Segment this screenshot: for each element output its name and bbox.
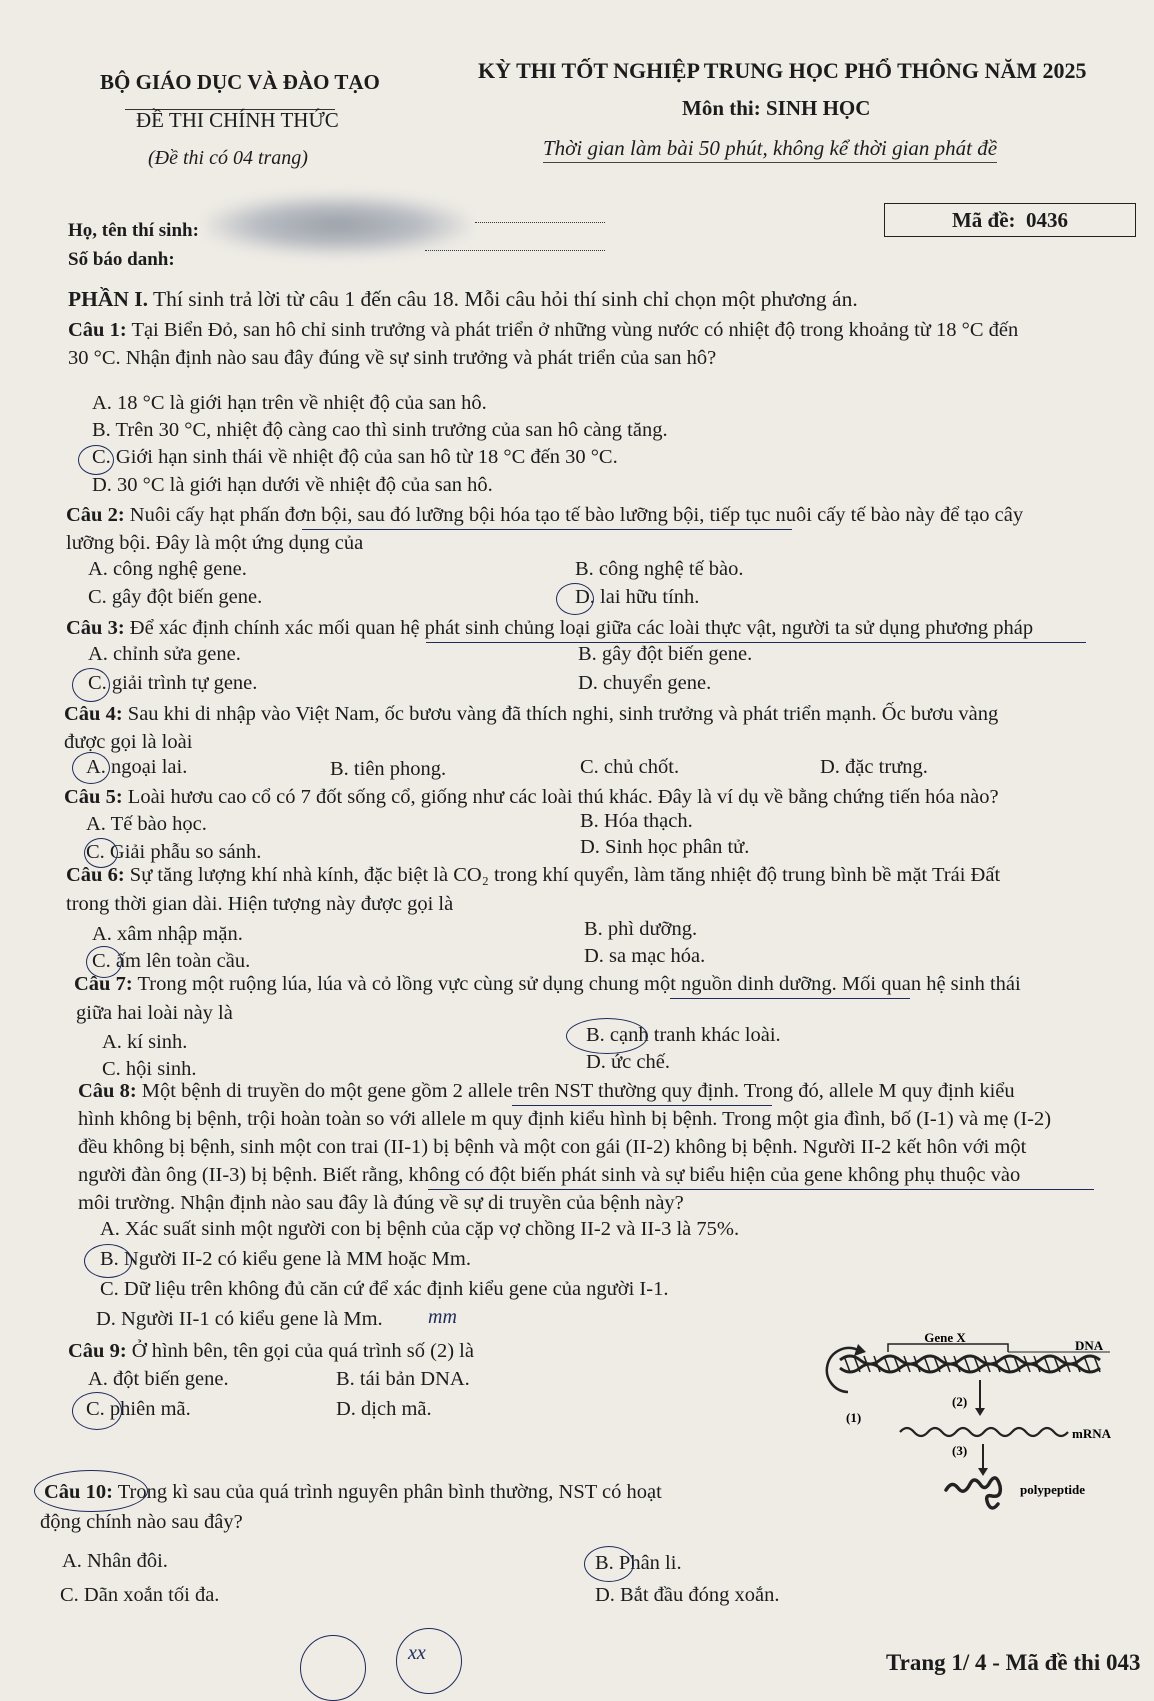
- step-2-label: (2): [952, 1394, 968, 1409]
- pen-mark: xx: [408, 1642, 426, 1664]
- underline-mark: [670, 980, 910, 999]
- option-b: B. Hóa thạch.: [580, 810, 693, 832]
- question-text-line: môi trường. Nhận định nào sau đây là đúng về sự di truyền của bệnh này?: [78, 1192, 684, 1214]
- option-b: B. công nghệ tế bào.: [575, 558, 744, 580]
- question-text: Một bệnh di truyền do một gene gồm 2 allele trên NST thường quy định. Trong đó, allele M quy định kiểu: [141, 1080, 1015, 1102]
- option-c: C. giải trình tự gene.: [88, 672, 258, 694]
- option-b: B. Phân li.: [595, 1552, 682, 1574]
- question-text-line: người đàn ông (II-3) bị bệnh. Biết rằng, không có đột biến phát sinh và sự biểu hiện của gene không phụ thuộc vào: [78, 1164, 1021, 1186]
- underline-mark: [302, 511, 792, 530]
- question-text-line: hình không bị bệnh, trội hoàn toàn so với allele m quy định kiểu hình bị bệnh. Trong một gia đình, bố (I-1) và mẹ (I-2): [78, 1108, 1052, 1130]
- answer-circle-q5: [84, 838, 118, 868]
- answer-circle-q10: [584, 1546, 634, 1582]
- question-label: Câu 4:: [64, 703, 123, 725]
- option-d: D. sa mạc hóa.: [584, 945, 706, 967]
- answer-circle-q6: [86, 946, 122, 978]
- option-d: D. Sinh học phân tử.: [580, 836, 750, 858]
- question-text: Sau khi di nhập vào Việt Nam, ốc bươu vàng đã thích nghi, sinh trưởng và phát triển mạnh. Ốc bươu vàng: [127, 703, 999, 725]
- option-d: D. ức chế.: [586, 1051, 670, 1073]
- option-b: B. Trên 30 °C, nhiệt độ càng cao thì sinh trưởng của san hô càng tăng.: [92, 419, 668, 441]
- option-d: D. Người II-1 có kiểu gene là Mm.: [96, 1308, 383, 1330]
- pen-circle-2: [396, 1628, 462, 1694]
- option-a: A. chỉnh sửa gene.: [88, 643, 241, 665]
- time-note: Thời gian làm bài 50 phút, không kể thời gian phát đề: [543, 136, 997, 163]
- underline-mark: [512, 1087, 772, 1106]
- exam-code-box: [884, 203, 1136, 237]
- option-c: C. Dãn xoắn tối đa.: [60, 1584, 220, 1606]
- ministry-name: BỘ GIÁO DỤC VÀ ĐÀO TẠO: [100, 70, 380, 94]
- question-text-line: 30 °C. Nhận định nào sau đây đúng về sự sinh trưởng và phát triển của san hô?: [68, 347, 717, 369]
- dna-double-helix: [840, 1355, 1105, 1373]
- section-1-instruction: [68, 287, 858, 312]
- question-text: Để xác định chính xác mối quan hệ phát sinh chủng loại giữa các loài thực vật, người ta sử dụng phương pháp: [129, 617, 1034, 639]
- question-1: [68, 316, 1018, 344]
- candidate-id-label: Số báo danh:: [68, 249, 175, 270]
- question-label: Câu 7:: [74, 973, 133, 995]
- mrna-strand: [900, 1428, 1068, 1436]
- question-label: Câu 10:: [44, 1481, 113, 1503]
- question-label: Câu 9:: [68, 1340, 127, 1362]
- question-text-line: trong thời gian dài. Hiện tượng này được gọi là: [66, 893, 454, 915]
- question-9: [68, 1337, 474, 1365]
- question-text: Tại Biển Đỏ, san hô chỉ sinh trưởng và phát triển ở những vùng nước có nhiệt độ trong khoảng từ 18 °C đến: [131, 319, 1019, 341]
- option-a: A. ngoại lai.: [86, 756, 188, 778]
- question-6: [66, 861, 1000, 889]
- polypeptide-chain: [946, 1478, 1000, 1508]
- answer-circle-q3: [72, 668, 110, 702]
- question-text: Sự tăng lượng khí nhà kính, đặc biệt là CO₂ trong khí quyển, làm tăng nhiệt độ trung bình bề mặt Trái Đất: [129, 864, 1001, 886]
- answer-circle-q7: [566, 1018, 648, 1054]
- question-label: Câu 8:: [78, 1080, 137, 1102]
- handwritten-scribble: mm: [428, 1306, 457, 1328]
- option-d: D. lai hữu tính.: [575, 586, 700, 608]
- step-3-label: (3): [952, 1443, 968, 1458]
- dna-label: DNA: [1075, 1338, 1104, 1353]
- option-c: C. phiên mã.: [86, 1398, 191, 1420]
- option-a: A. Nhân đôi.: [62, 1550, 168, 1572]
- answer-circle-q4: [72, 752, 110, 784]
- question-label: Câu 2:: [66, 504, 125, 526]
- official-label: ĐỀ THI CHÍNH THỨC: [136, 108, 339, 132]
- question-10-circle: [34, 1470, 148, 1512]
- pen-circle-1: [300, 1635, 366, 1701]
- gene-expression-diagram: [820, 1330, 1130, 1530]
- option-c: C. gây đột biến gene.: [88, 586, 263, 608]
- option-d: D. dịch mã.: [336, 1398, 432, 1420]
- question-text: Ở hình bên, tên gọi của quá trình số (2) là: [131, 1340, 474, 1362]
- question-5: [64, 783, 999, 811]
- option-c: C. Dữ liệu trên không đủ căn cứ để xác định kiểu gene của người I-1.: [100, 1278, 669, 1300]
- answer-circle-q8: [84, 1244, 132, 1278]
- option-b: B. Người II-2 có kiểu gene là MM hoặc Mm.: [100, 1248, 471, 1270]
- question-text: Nuôi cấy hạt phấn đơn bội, sau đó lưỡng bội hóa tạo tế bào lưỡng bội, tiếp tục nuôi cấy tế bào này để tạo cây: [129, 504, 1024, 526]
- exam-title: KỲ THI TỐT NGHIỆP TRUNG HỌC PHỔ THÔNG NĂM 2025: [478, 58, 1087, 83]
- question-label: Câu 6:: [66, 864, 125, 886]
- question-text-line: được gọi là loài: [64, 731, 193, 753]
- page-footer: Trang 1/ 4 - Mã đề thi 043: [886, 1650, 1141, 1675]
- option-a: A. công nghệ gene.: [88, 558, 247, 580]
- mrna-label: mRNA: [1072, 1426, 1111, 1441]
- underline-mark: [426, 624, 1086, 643]
- option-d: D. chuyển gene.: [578, 672, 712, 694]
- transcription-arrowhead: [975, 1408, 985, 1416]
- question-label: Câu 1:: [68, 319, 127, 341]
- section-1-text: Thí sinh trả lời từ câu 1 đến câu 18. Mỗi câu hỏi thí sinh chỉ chọn một phương án.: [153, 287, 858, 311]
- question-text-line: động chính nào sau đây?: [40, 1511, 243, 1533]
- underline-mark: [428, 1171, 1094, 1190]
- subject-label: Môn thi: SINH HỌC: [682, 96, 871, 120]
- section-1-label: PHẦN I.: [68, 287, 149, 311]
- option-b: B. gây đột biến gene.: [578, 643, 753, 665]
- question-label: Câu 5:: [64, 786, 123, 808]
- question-text: Loài hươu cao cổ có 7 đốt sống cổ, giống như các loài thú khác. Đây là ví dụ về bằng chứng tiến hóa nào?: [127, 786, 999, 808]
- option-a: A. đột biến gene.: [88, 1368, 229, 1390]
- name-dots: [475, 222, 605, 223]
- answer-circle-q9: [72, 1392, 122, 1430]
- exam-code: 0436: [1026, 207, 1069, 232]
- question-text: Trong một ruộng lúa, lúa và cỏ lồng vực cùng sử dụng chung một nguồn dinh dưỡng. Mối quan hệ sinh thái: [137, 973, 1021, 995]
- gene-x-label: Gene X: [924, 1330, 966, 1345]
- option-c: C. hội sinh.: [102, 1058, 197, 1080]
- pages-note: (Đề thi có 04 trang): [148, 147, 308, 169]
- option-a: A. 18 °C là giới hạn trên về nhiệt độ của san hô.: [92, 392, 487, 414]
- translation-arrowhead: [978, 1468, 988, 1476]
- option-c: C. chủ chốt.: [580, 756, 680, 778]
- option-d: D. Bắt đầu đóng xoắn.: [595, 1584, 780, 1606]
- option-a: A. xâm nhập mặn.: [92, 923, 243, 945]
- option-a: A. Xác suất sinh một người con bị bệnh của cặp vợ chồng II-2 và II-3 là 75%.: [100, 1218, 740, 1240]
- question-text-line: giữa hai loài này là: [76, 1002, 233, 1024]
- answer-circle-q2: [556, 583, 594, 615]
- option-c: C. Giới hạn sinh thái về nhiệt độ của san hô từ 18 °C đến 30 °C.: [92, 446, 618, 468]
- option-d: D. 30 °C là giới hạn dưới về nhiệt độ của san hô.: [92, 474, 493, 496]
- candidate-name-label: Họ, tên thí sinh:: [68, 220, 199, 241]
- answer-circle-q1: [78, 445, 114, 475]
- redacted-name: [205, 195, 470, 255]
- step-1-label: (1): [846, 1410, 862, 1425]
- option-d: D. đặc trưng.: [820, 756, 928, 778]
- option-a: A. kí sinh.: [102, 1031, 188, 1053]
- option-b: B. tiên phong.: [330, 758, 447, 780]
- question-label: Câu 3:: [66, 617, 125, 639]
- question-text: Trong kì sau của quá trình nguyên phân bình thường, NST có hoạt: [117, 1481, 662, 1503]
- question-4: [64, 700, 998, 728]
- option-a: A. Tế bào học.: [86, 813, 207, 835]
- option-c: C. ấm lên toàn cầu.: [92, 950, 251, 972]
- exam-code-label: Mã đề:: [951, 207, 1016, 232]
- option-b: B. tái bản DNA.: [336, 1368, 470, 1390]
- question-text-line: đều không bị bệnh, sinh một con trai (II-1) bị bệnh và một con gái (II-2) không bị bệnh. Người II-2 kết hôn với một: [78, 1136, 1027, 1158]
- question-text-line: lưỡng bội. Đây là một ứng dụng của: [66, 532, 364, 554]
- polypeptide-label: polypeptide: [1020, 1482, 1086, 1497]
- option-b: B. phì dưỡng.: [584, 918, 698, 940]
- option-b: B. cạnh tranh khác loài.: [586, 1024, 781, 1046]
- option-c: C. Giải phẫu so sánh.: [86, 841, 262, 863]
